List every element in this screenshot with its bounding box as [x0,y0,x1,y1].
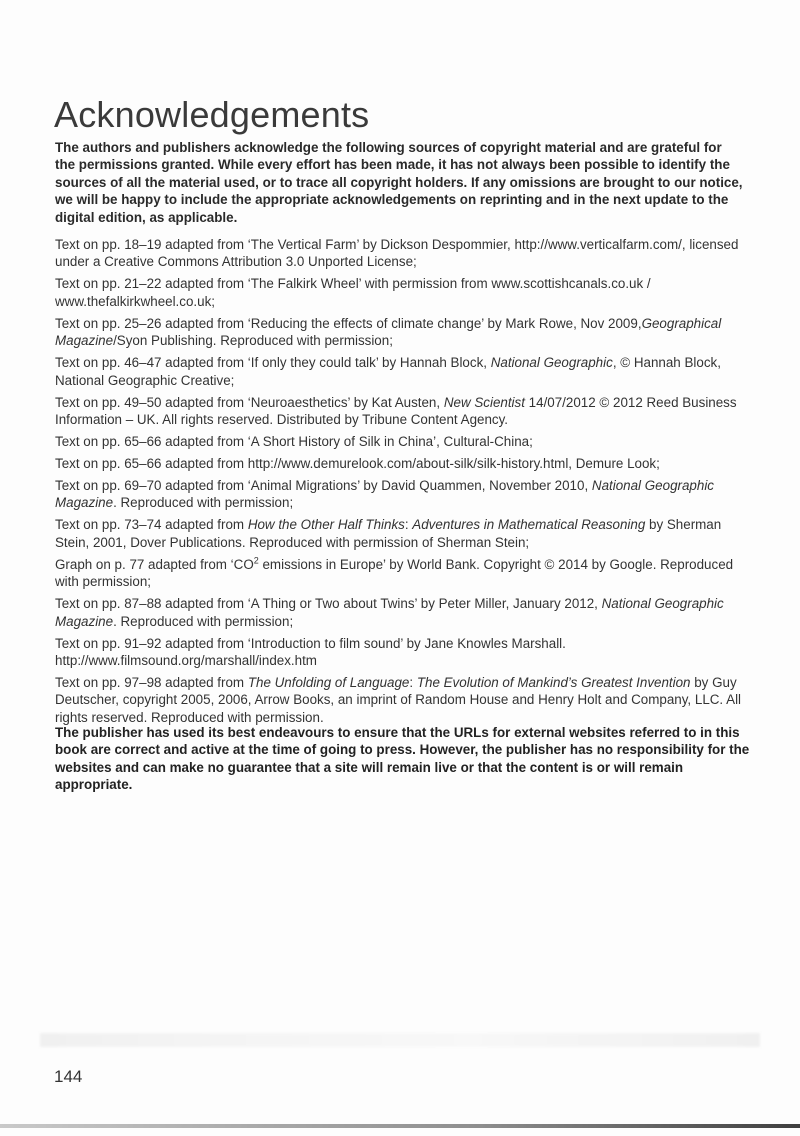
acknowledgement-entry [55,433,755,450]
italic-title: National Geographic Magazine [55,478,714,511]
page-bottom-edge [0,1124,800,1128]
entry-text: Text on pp. 97–98 adapted from [55,675,248,691]
acknowledgement-entry [55,315,755,350]
entry-text: /Syon Publishing. Reproduced with permission; [113,333,393,349]
italic-title: National Geographic Magazine [55,596,724,629]
entry-text: Text on pp. 18–19 adapted from ‘The Vertical Farm’ by Dickson Despommier, http://www.verticalfarm.com/, licensed under a Creative Commons Attribution 3.0 Unported License; [55,237,739,270]
intro-paragraph: The authors and publishers acknowledge the following sources of copyright material and are grateful for the permissions granted. While every effort has been made, it has not always been possible to identify the sources of all the material used, or to trace all copyright holders. If any omissions are brought to our notice, we will be happy to include the appropriate acknowledgements on reprinting and in the next update to the digital edition, as applicable. [55,140,743,225]
entry-text: Text on pp. 69–70 adapted from ‘Animal Migrations’ by David Quammen, November 2010, [55,478,592,494]
entry-text: : [409,675,417,691]
entry-text: : [404,517,413,533]
entry-text: Text on pp. 91–92 adapted from ‘Introduction to film sound’ by Jane Knowles Marshall. http://www.filmsound.org/marshall/index.htm [55,635,566,669]
italic-title: The Evolution of Mankind’s Greatest Invention [416,675,691,691]
entry-text: Text on pp. 46–47 adapted from ‘If only they could talk’ by Hannah Block, [55,355,491,371]
entry-text: by Guy Deutscher, copyright 2005, 2006, Arrow Books, an imprint of Random House and Henry Holt and Company, LLC. All rights reserved. Reproduced with permission. [55,675,742,725]
acknowledgement-entry [55,236,755,271]
entry-text: Text on pp. 65–66 adapted from http://www.demurelook.com/about-silk/silk-history.html, Demure Look; [55,456,660,472]
acknowledgement-entry [55,354,755,389]
entry-text: Text on pp. 21–22 adapted from ‘The Falkirk Wheel’ with permission from www.scottishcanals.co.uk / www.thefalkirkwheel.co.uk; [55,276,651,309]
entry-text: Text on pp. 49–50 adapted from ‘Neuroaesthetics’ by Kat Austen, [55,394,444,410]
entry-text: Text on pp. 87–88 adapted from ‘A Thing or Two about Twins’ by Peter Miller, January 2012, [55,596,602,612]
italic-title: How the Other Half Thinks [247,517,405,533]
entry-text: emissions in Europe’ by World Bank. Copyright © 2014 by Google. Reproduced with permission; [55,556,734,590]
footer-faded-strip [40,1033,760,1047]
acknowledgement-entry [55,674,755,726]
entry-text: . Reproduced with permission; [113,613,294,629]
acknowledgement-entry [55,394,755,429]
acknowledgement-entry [55,635,755,670]
italic-title: New Scientist [443,394,525,410]
acknowledgement-entry [55,477,755,512]
entry-text: Text on pp. 73–74 adapted from [55,517,248,533]
italic-title: Adventures in Mathematical Reasoning [412,517,646,533]
italic-title: Geographical Magazine [55,315,722,349]
acknowledgement-list [55,236,755,731]
superscript: 2 [253,555,259,566]
acknowledgement-entry [55,455,755,472]
entry-text: . Reproduced with permission; [113,495,294,511]
closing-paragraph: The publisher has used its best endeavours to ensure that the URLs for external websites referred to in this book are correct and active at the time of going to press. However, the publisher has no responsibility for the websites and can make no guarantee that a site will remain live or that the content is or will remain appropriate. [55,725,750,793]
entry-text: 14/07/2012 © 2012 Reed Business Information – UK. All rights reserved. Distributed by Tribune Content Agency. [55,394,737,428]
italic-title: National Geographic [490,355,613,371]
entry-text: Graph on p. 77 adapted from ‘CO [55,556,254,572]
page-number: 144 [54,1067,83,1086]
entry-text: Text on pp. 65–66 adapted from ‘A Short History of Silk in China’, Cultural-China; [55,434,533,450]
italic-title: The Unfolding of Language [247,675,410,691]
entry-text: Text on pp. 25–26 adapted from ‘Reducing the effects of climate change’ by Mark Rowe, Nov 2009, [55,315,642,331]
page-title: Acknowledgements [54,94,370,135]
acknowledgement-entry [55,556,755,591]
acknowledgement-entry [55,595,755,630]
entry-text: , © Hannah Block, National Geographic Creative; [55,355,721,388]
acknowledgement-entry [55,275,755,310]
entry-text: by Sherman Stein, 2001, Dover Publications. Reproduced with permission of Sherman Stein; [55,517,722,550]
acknowledgement-entry [55,516,755,551]
